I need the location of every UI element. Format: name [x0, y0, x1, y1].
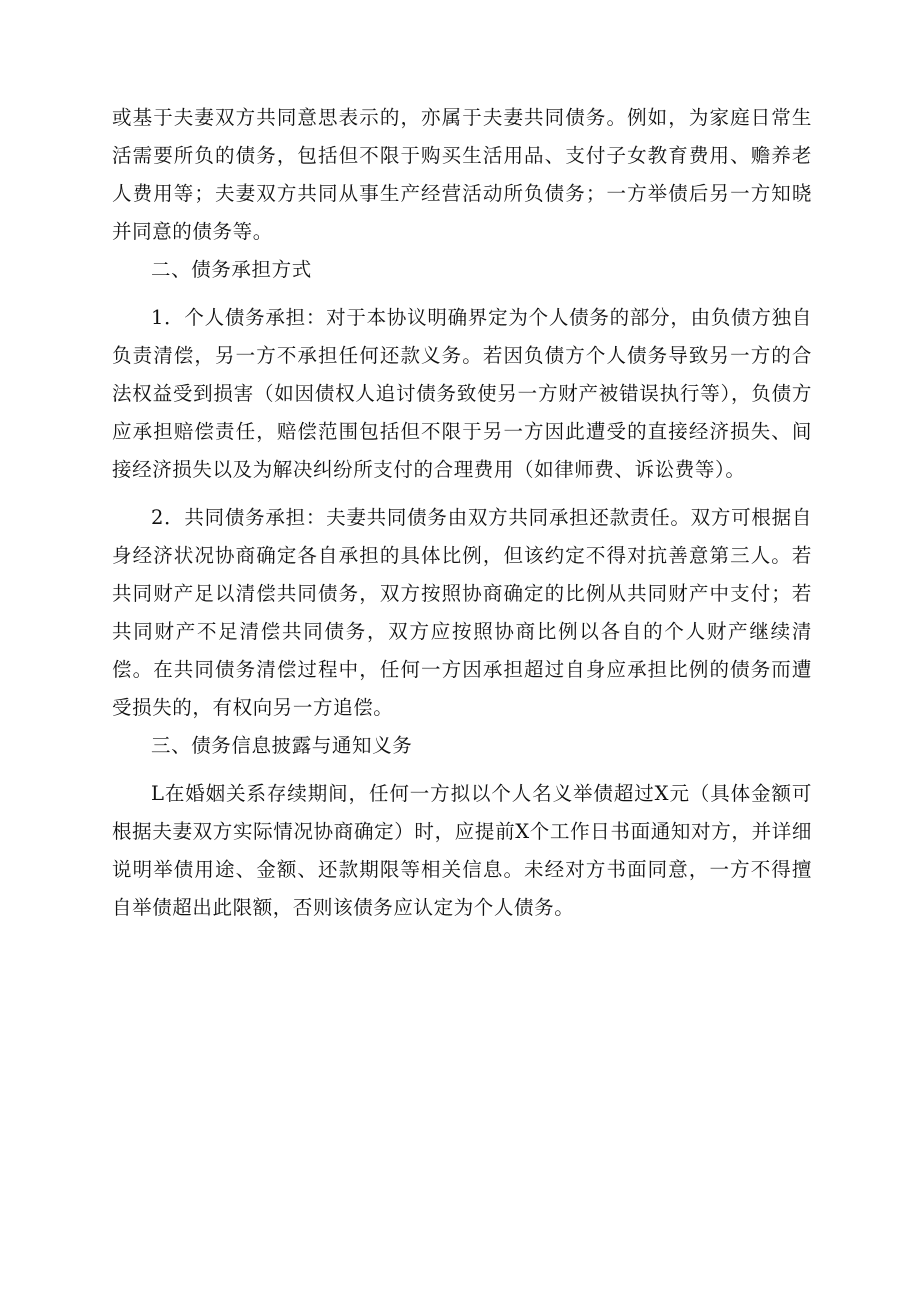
- intro-paragraph: 或基于夫妻双方共同意思表示的，亦属于夫妻共同债务。例如，为家庭日常生活需要所负的债务，包括但不限于购买生活用品、支付子女教育费用、赡养老人费用等；夫妻双方共同从事生产经营活动所负债务；一方举债后另一方知晓并同意的债务等。: [112, 106, 812, 243]
- clause-personal-debt: 1．个人债务承担：对于本协议明确界定为个人债务的部分，由负债方独自负责清偿，另一方不承担任何还款义务。若因负债方个人债务导致另一方的合法权益受到损害（如因债权人追讨债务致使另一方财产被错误执行等），负债方应承担赔偿责任，赔偿范围包括但不限于另一方因此遭受的直接经济损失、间接经济损失以及为解决纠纷所支付的合理费用（如律师费、诉讼费等）。: [112, 306, 812, 481]
- clause-joint-debt: 2．共同债务承担：夫妻共同债务由双方共同承担还款责任。双方可根据自身经济状况协商确定各自承担的具体比例，但该约定不得对抗善意第三人。若共同财产足以清偿共同债务，双方按照协商确定的比例从共同财产中支付；若共同财产不足清偿共同债务，双方应按照协商比例以各自的个人财产继续清偿。在共同债务清偿过程中，任何一方因承担超过自身应承担比例的债务而遭受损失的，有权向另一方追偿。: [112, 506, 812, 719]
- section-heading-debt-bearing: 二、债务承担方式: [151, 258, 312, 281]
- document-body: [112, 99, 812, 927]
- clause-borrowing-notice: L在婚姻关系存续期间，任何一方拟以个人名义举债超过X元（具体金额可根据夫妻双方实际情况协商确定）时，应提前X个工作日书面通知对方，并详细说明举债用途、金额、还款期限等相关信息。未经对方书面同意，一方不得擅自举债超出此限额，否则该债务应认定为个人债务。: [112, 782, 812, 919]
- section-heading-disclosure: 三、债务信息披露与通知义务: [151, 734, 413, 757]
